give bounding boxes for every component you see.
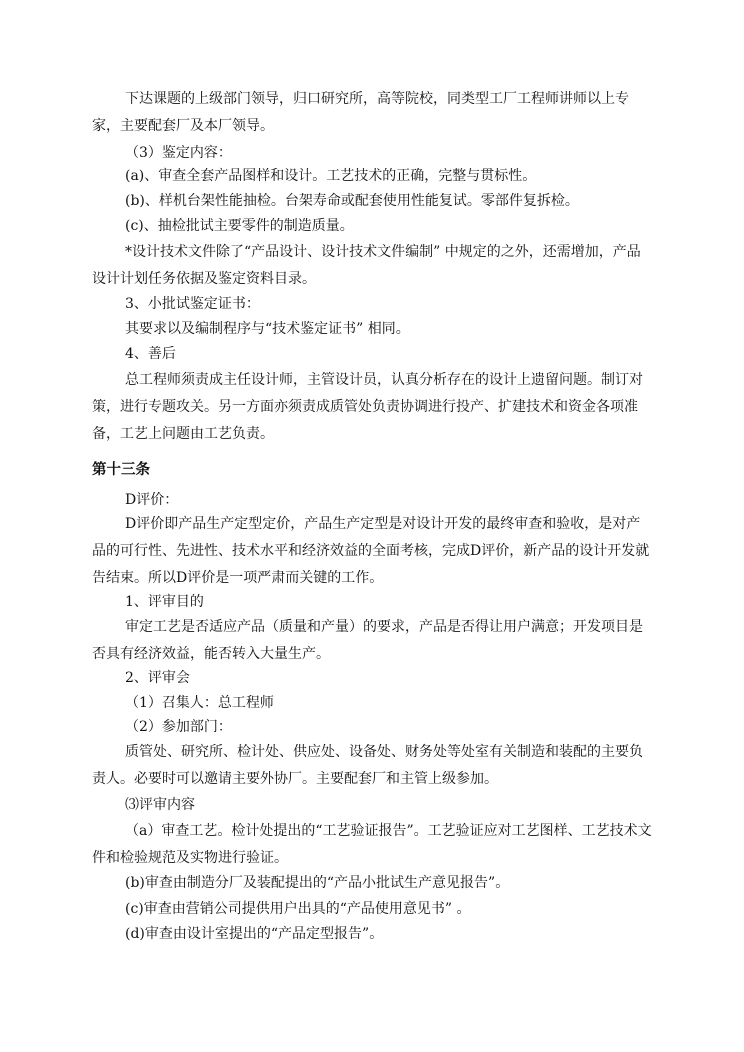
paragraph-review-a: （a）审查工艺。检计处提出的“工艺验证报告”。工艺验证应对工艺图样、工艺技术文件和检验规范及实物进行验证。	[92, 823, 652, 866]
paragraph-review-purpose-heading: 1、评审目的	[125, 594, 204, 610]
paragraph-section-3: 3、小批试鉴定证书：	[125, 296, 260, 312]
paragraph-participating-departments: （2）参加部门：	[125, 719, 232, 735]
paragraph-item-c: (c)、抽检批试主要零件的制造质量。	[125, 218, 354, 234]
paragraph-review-content-heading: ⑶评审内容	[125, 797, 195, 813]
paragraph-design-docs-note: *设计技术文件除了“产品设计、设计技术文件编制” 中规定的之外，还需增加，产品设计计划任务依据及鉴定资料目录。	[92, 244, 641, 287]
paragraph-aftercare: 总工程师须责成主任设计师，主管设计员，认真分析存在的设计上遗留问题。制订对策，进行专题攻关。另一方面亦须责成质管处负责协调进行投产、扩建技术和资金各项准备，工艺上问题由工艺负责。	[92, 372, 643, 442]
paragraph-item-b: (b)、样机台架性能抽检。台架寿命或配套使用性能复试。零部件复拆检。	[125, 193, 579, 209]
paragraph-review-purpose-body: 审定工艺是否适应产品（质量和产量）的要求，产品是否得让用户满意；开发项目是否具有经济效益，能否转入大量生产。	[92, 619, 643, 662]
paragraph-departments-list: 质管处、研究所、检计处、供应处、设备处、财务处等处室有关制造和装配的主要负责人。必要时可以邀请主要外协厂。主要配套厂和主管上级参加。	[92, 744, 643, 787]
paragraph-appraisal-content-heading: （3）鉴定内容：	[125, 145, 232, 161]
paragraph-reviewers: 下达课题的上级部门领导，归口研究所，高等院校，同类型工厂工程师讲师以上专家，主要配套厂及本厂领导。	[92, 91, 629, 134]
paragraph-d-evaluation-label: D评价：	[125, 492, 179, 508]
paragraph-section-4: 4、善后	[125, 346, 176, 362]
paragraph-review-c: (c)审查由营销公司提供用户出具的“产品使用意见书” 。	[125, 901, 471, 917]
paragraph-review-meeting-heading: 2、评审会	[125, 670, 190, 686]
paragraph-item-a: (a)、审查全套产品图样和设计。工艺技术的正确，完整与贯标性。	[125, 168, 537, 184]
paragraph-d-evaluation-body: D评价即产品生产定型定价，产品生产定型是对设计开发的最终审查和验收，是对产品的可行性、先进性、技术水平和经济效益的全面考核，完成D评价，新产品的设计开发就告结束。所以D评价是一项严肃而关键的工作。	[92, 516, 650, 586]
paragraph-certificate-requirements: 其要求以及编制程序与“技术鉴定证书” 相同。	[125, 321, 410, 337]
paragraph-convener: （1）召集人：总工程师	[125, 695, 274, 711]
paragraph-review-b: (b)审查由制造分厂及装配提出的“产品小批试生产意见报告”。	[125, 875, 510, 891]
paragraph-review-d: (d)审查由设计室提出的“产品定型报告”。	[125, 926, 384, 942]
article-heading: 第十三条	[92, 462, 150, 478]
